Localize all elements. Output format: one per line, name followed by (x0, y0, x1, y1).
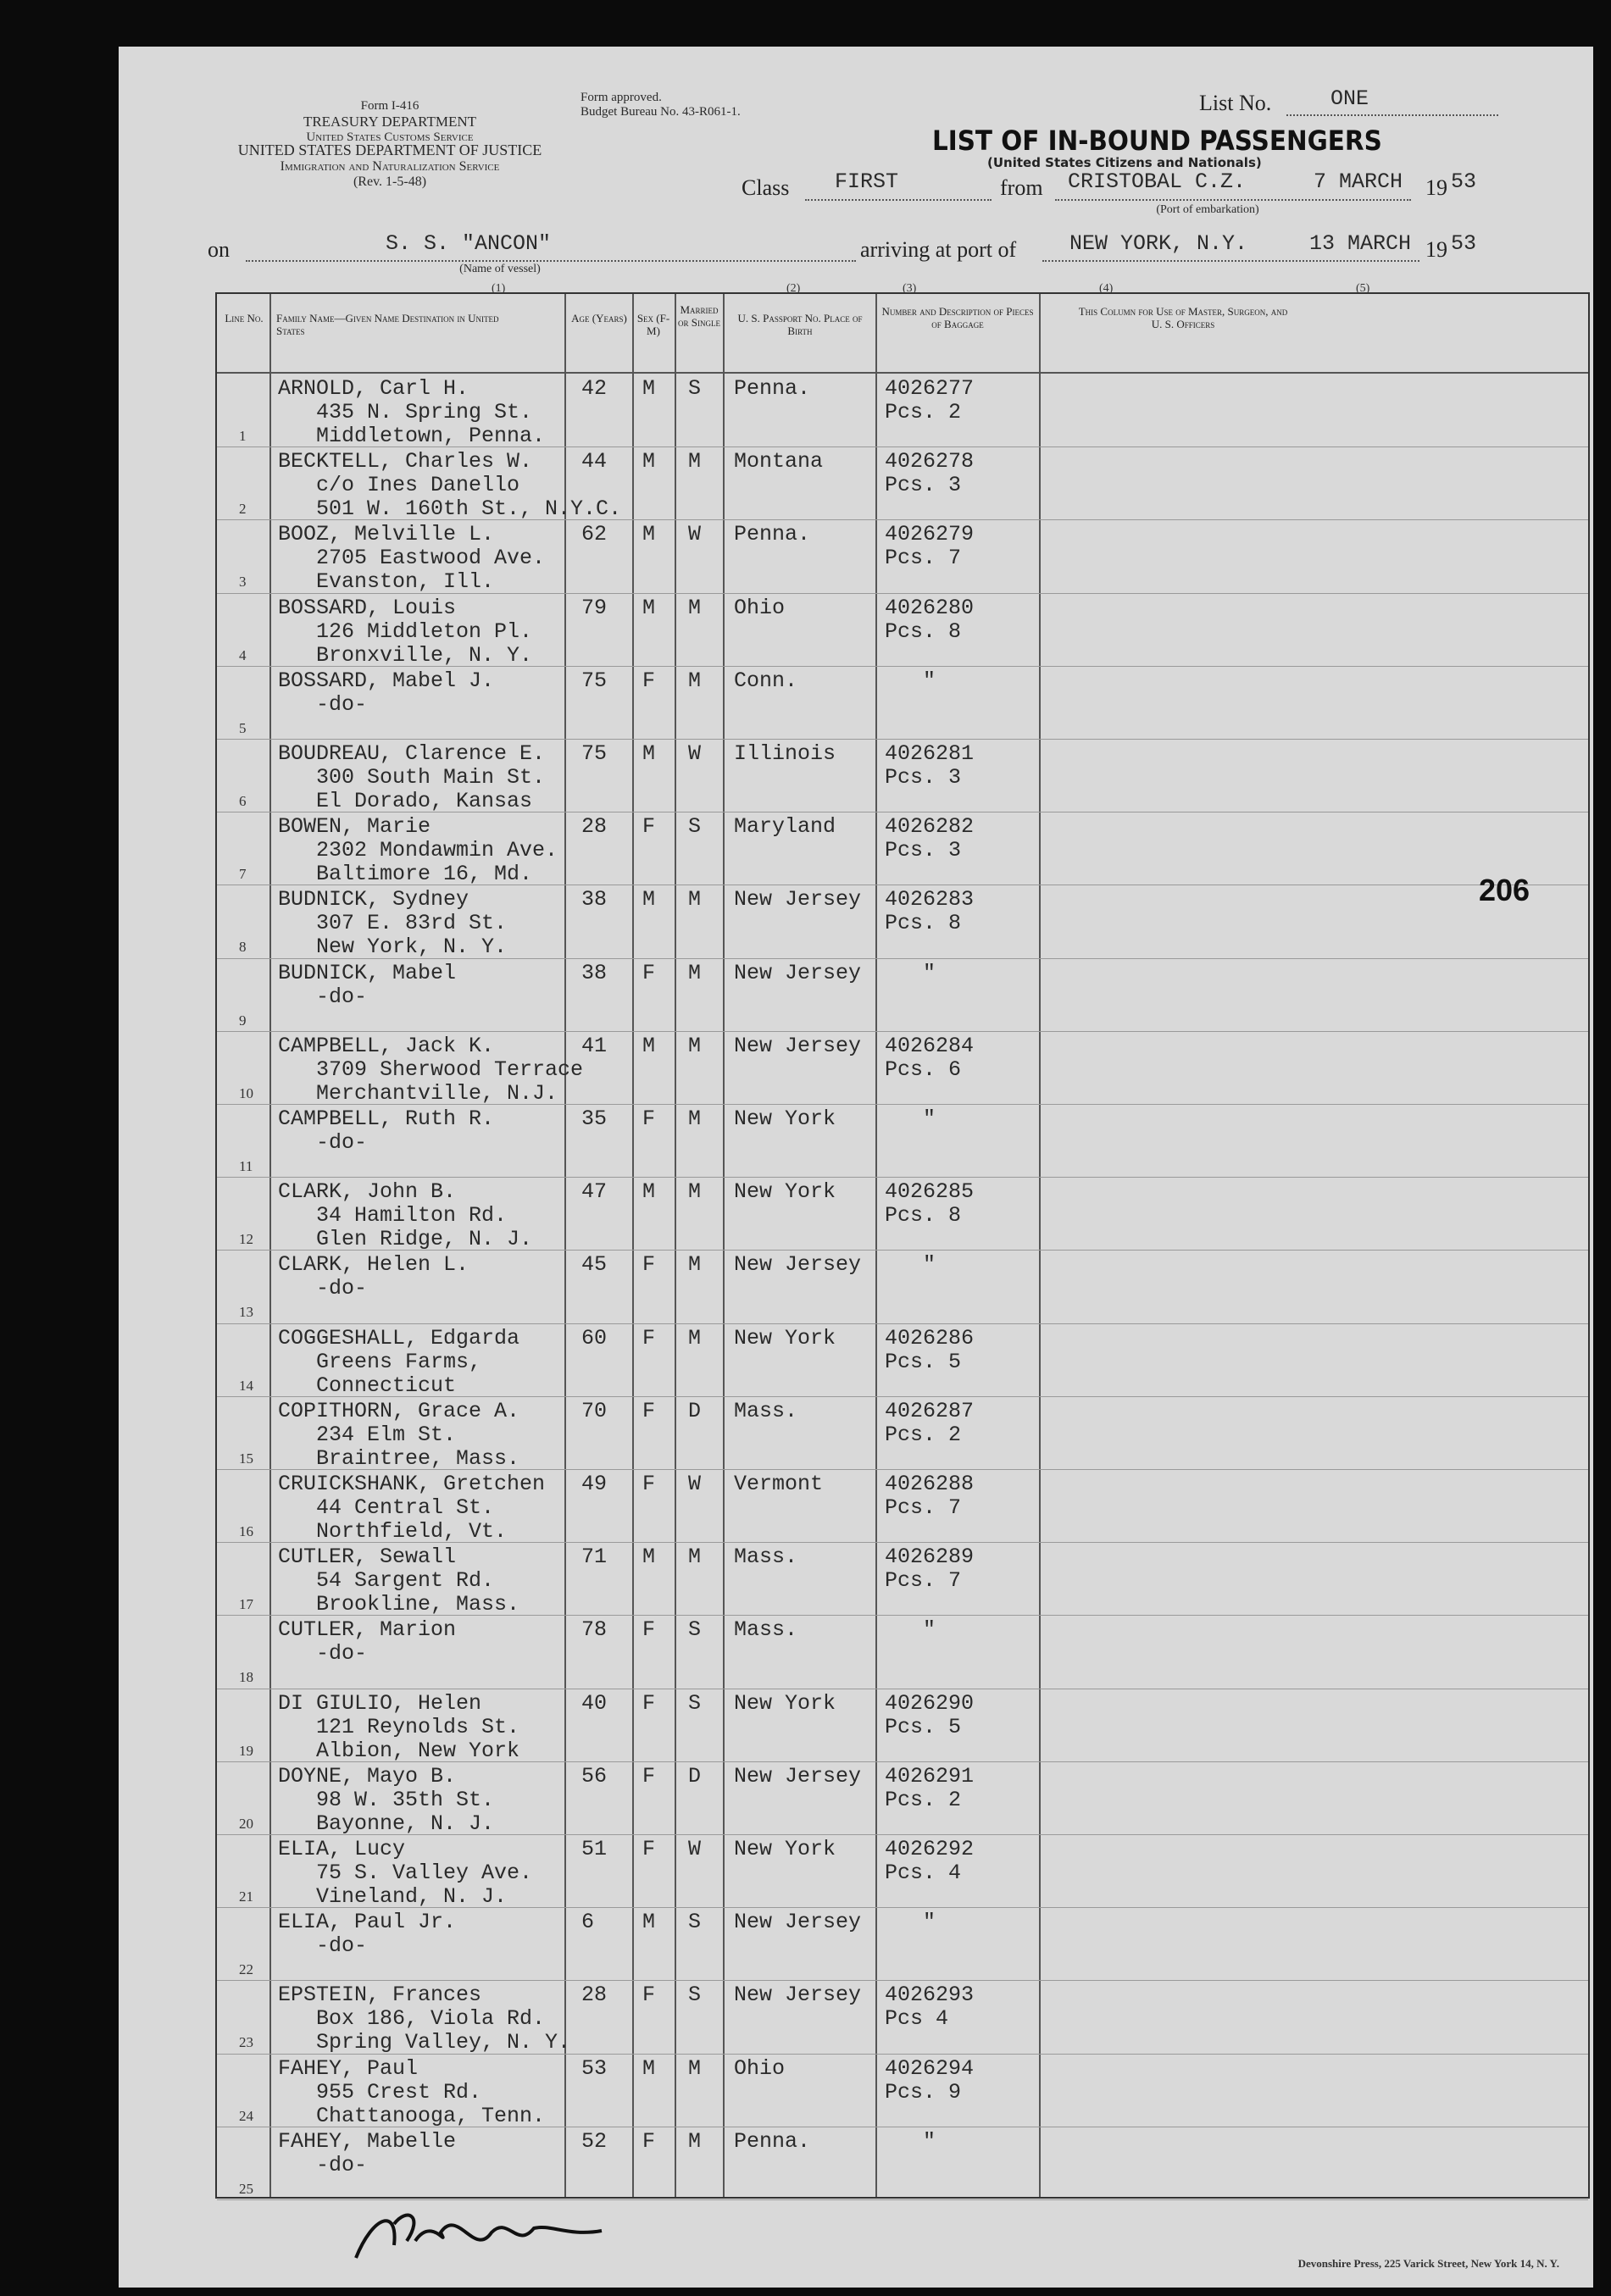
line-number: 23 (239, 2034, 253, 2051)
passenger-sex: F (642, 668, 656, 693)
passenger-name: BOOZ, Melville L. 2705 Eastwood Ave. Evanston, Ill. (278, 522, 546, 595)
baggage: 4026287 Pcs. 2 (885, 1398, 975, 1447)
passenger-name: BUDNICK, Mabel -do- (278, 960, 457, 1009)
passenger-sex: F (642, 1690, 656, 1716)
printer-footer: Devonshire Press, 225 Varick Street, New York 14, N. Y. (1297, 2257, 1559, 2270)
baggage: " (885, 1106, 936, 1131)
from-label: from (1000, 175, 1043, 200)
list-no-label: List No. (1199, 91, 1272, 115)
baggage: 4026290 Pcs. 5 (885, 1690, 975, 1739)
line-number: 21 (239, 1888, 253, 1905)
passenger-age: 38 (581, 960, 608, 985)
passenger-sex: M (642, 1910, 656, 1935)
passenger-name: FAHEY, Paul 955 Crest Rd. Chattanooga, Tenn. (278, 2055, 546, 2128)
place-of-birth: New York (734, 1690, 836, 1716)
marital-status: W (688, 741, 702, 766)
baggage: 4026280 Pcs. 8 (885, 595, 975, 644)
revision: (Rev. 1-5-48) (353, 175, 427, 190)
baggage: 4026279 Pcs. 7 (885, 522, 975, 571)
passenger-sex: M (642, 2055, 656, 2081)
marital-status: M (688, 1033, 702, 1058)
col-divider (1039, 294, 1041, 2197)
passenger-name: CUTLER, Sewall 54 Sargent Rd. Brookline, Mass. (278, 1545, 520, 1617)
baggage: 4026286 Pcs. 5 (885, 1325, 975, 1374)
baggage: 4026289 Pcs. 7 (885, 1545, 975, 1594)
line-number: 18 (239, 1669, 253, 1686)
line-number: 13 (239, 1304, 253, 1321)
marital-status: D (688, 1398, 702, 1423)
baggage: " (885, 1617, 936, 1643)
marital-status: M (688, 668, 702, 693)
place-of-birth: Mass. (734, 1617, 798, 1643)
place-of-birth: Penna. (734, 376, 811, 401)
page-title: LIST OF IN-BOUND PASSENGERS (932, 125, 1382, 157)
marital-status: D (688, 1763, 702, 1789)
passenger-age: 28 (581, 1983, 608, 2008)
passenger-name: COPITHORN, Grace A. 234 Elm St. Braintree, Mass. (278, 1398, 520, 1471)
col-number-1: (1) (492, 282, 506, 295)
passenger-age: 70 (581, 1398, 608, 1423)
embark-note: (Port of embarkation) (1156, 203, 1259, 216)
line-number: 24 (239, 2107, 253, 2124)
passenger-age: 75 (581, 668, 608, 693)
baggage: 4026277 Pcs. 2 (885, 376, 975, 424)
place-of-birth: New Jersey (734, 887, 862, 912)
place-of-birth: New Jersey (734, 1763, 862, 1789)
passenger-name: CAMPBELL, Ruth R. -do- (278, 1106, 495, 1155)
passenger-age: 38 (581, 887, 608, 912)
treasury-dept: TREASURY DEPARTMENT (303, 114, 477, 130)
passenger-age: 45 (581, 1252, 608, 1278)
baggage: 4026294 Pcs. 9 (885, 2055, 975, 2105)
line-number: 20 (239, 1815, 253, 1832)
passenger-age: 62 (581, 522, 608, 547)
marital-status: W (688, 1837, 702, 1861)
passenger-name: BOUDREAU, Clarence E. 300 South Main St. El Dorado, Kansas (278, 741, 546, 813)
passenger-sex: M (642, 595, 656, 620)
th-baggage: Number and Description of Pieces of Baggage (881, 305, 1034, 330)
marital-status: M (688, 2055, 702, 2081)
place-of-birth: New Jersey (734, 1252, 862, 1278)
officer-signature (347, 2199, 619, 2275)
marital-status: M (688, 595, 702, 620)
passenger-age: 78 (581, 1617, 608, 1643)
passenger-sex: M (642, 1179, 656, 1205)
passenger-age: 60 (581, 1325, 608, 1350)
place-of-birth: New York (734, 1106, 836, 1131)
place-of-birth: Ohio (734, 595, 786, 620)
col-divider (875, 294, 877, 2197)
vessel-note: (Name of vessel) (459, 263, 541, 275)
baggage: 4026278 Pcs. 3 (885, 449, 975, 498)
passenger-age: 71 (581, 1545, 608, 1570)
col-divider (675, 294, 676, 2197)
class-label: Class (742, 175, 790, 200)
line-number: 14 (239, 1377, 253, 1394)
budget-bureau: Budget Bureau No. 43-R061-1. (581, 105, 741, 119)
form-id-block (263, 99, 517, 145)
col-number-5: (5) (1356, 282, 1370, 295)
list-no-value: ONE (1330, 86, 1369, 111)
th-married: Married or Single (678, 303, 720, 329)
arrival-line (1042, 260, 1419, 262)
passenger-name: ELIA, Paul Jr. -do- (278, 1910, 457, 1959)
passenger-age: 47 (581, 1179, 608, 1205)
col-divider (269, 294, 271, 2197)
passenger-sex: M (642, 376, 656, 401)
arrival-date: 13 MARCH (1309, 231, 1412, 256)
col-divider (564, 294, 566, 2197)
marital-status: M (688, 1252, 702, 1278)
passenger-age: 6 (581, 1910, 595, 1935)
col-divider (632, 294, 634, 2197)
place-of-birth: New York (734, 1837, 836, 1861)
col-divider (723, 294, 725, 2197)
th-name: Family Name—Given Name Destination in United States (276, 312, 499, 337)
passenger-name: DOYNE, Mayo B. 98 W. 35th St. Bayonne, N. J. (278, 1763, 495, 1836)
baggage: " (885, 1252, 936, 1278)
table-row (217, 1323, 1588, 1324)
arrival-year-prefix: 19 (1425, 237, 1447, 262)
place-of-birth: New Jersey (734, 1910, 862, 1935)
place-of-birth: Ohio (734, 2055, 786, 2081)
passenger-name: BECKTELL, Charles W. c/o Ines Danello 501 W. 160th St., N.Y.C. (278, 449, 622, 522)
passenger-age: 28 (581, 814, 608, 840)
marital-status: M (688, 1325, 702, 1350)
handwritten-number: 206 (1479, 873, 1530, 907)
line-number: 9 (239, 1012, 247, 1029)
baggage: " (885, 960, 936, 985)
passenger-sex: M (642, 1033, 656, 1058)
embark-year: 53 (1451, 169, 1477, 194)
arrival-port: NEW YORK, N.Y. (1069, 231, 1248, 256)
passenger-age: 44 (581, 449, 608, 474)
baggage: 4026281 Pcs. 3 (885, 741, 975, 790)
arrival-year: 53 (1451, 231, 1477, 256)
justice-block (203, 141, 576, 190)
table-row (217, 1980, 1588, 1981)
arriving-label: arriving at port of (860, 237, 1017, 262)
marital-status: M (688, 1545, 702, 1570)
passenger-name: EPSTEIN, Frances Box 186, Viola Rd. Spring Valley, N. Y. (278, 1983, 571, 2055)
baggage: 4026291 Pcs. 2 (885, 1763, 975, 1812)
baggage: 4026284 Pcs. 6 (885, 1033, 975, 1082)
line-number: 12 (239, 1231, 253, 1248)
th-sex: Sex (F-M) (636, 312, 670, 337)
class-line (805, 199, 992, 201)
justice-dept: UNITED STATES DEPARTMENT OF JUSTICE (237, 141, 542, 158)
line-number: 2 (239, 501, 247, 518)
line-number: 3 (239, 574, 247, 591)
passenger-age: 56 (581, 1763, 608, 1789)
baggage: 4026292 Pcs. 4 (885, 1837, 975, 1885)
baggage: 4026285 Pcs. 8 (885, 1179, 975, 1228)
marital-status: S (688, 1690, 702, 1716)
vessel-name: S. S. "ANCON" (386, 231, 552, 256)
passenger-sex: M (642, 522, 656, 547)
table-row (217, 739, 1588, 740)
passenger-sex: F (642, 1763, 656, 1789)
line-number: 25 (239, 2180, 253, 2197)
ins-service: Immigration and Naturalization Service (280, 158, 500, 174)
passenger-table (215, 292, 1590, 2199)
passenger-sex: M (642, 449, 656, 474)
passenger-name: ARNOLD, Carl H. 435 N. Spring St. Middletown, Penna. (278, 376, 546, 448)
passenger-sex: F (642, 1837, 656, 1861)
col-number-4: (4) (1099, 282, 1114, 295)
customs-service: United States Customs Service (306, 130, 474, 144)
marital-status: S (688, 1983, 702, 2008)
passenger-name: CRUICKSHANK, Gretchen 44 Central St. Northfield, Vt. (278, 1472, 546, 1544)
passenger-name: CAMPBELL, Jack K. 3709 Sherwood Terrace Merchantville, N.J. (278, 1033, 584, 1106)
passenger-age: 41 (581, 1033, 608, 1058)
passenger-age: 49 (581, 1472, 608, 1496)
baggage: " (885, 668, 936, 693)
marital-status: S (688, 376, 702, 401)
passenger-name: BUDNICK, Sydney 307 E. 83rd St. New York, N. Y. (278, 887, 508, 960)
line-number: 17 (239, 1596, 253, 1613)
baggage: 4026283 Pcs. 8 (885, 887, 975, 936)
passenger-age: 53 (581, 2055, 608, 2081)
header-divider (217, 372, 1588, 374)
place-of-birth: Montana (734, 449, 824, 474)
on-label: on (208, 237, 230, 262)
th-passport: U. S. Passport No. Place of Birth (737, 312, 863, 337)
approval-block (581, 91, 801, 120)
table-row (217, 1031, 1588, 1032)
baggage: 4026288 Pcs. 7 (885, 1472, 975, 1520)
passenger-name: FAHEY, Mabelle -do- (278, 2128, 457, 2177)
passenger-age: 35 (581, 1106, 608, 1131)
passenger-sex: M (642, 741, 656, 766)
place-of-birth: Penna. (734, 522, 811, 547)
manifest-page (119, 47, 1593, 2288)
line-number: 15 (239, 1450, 253, 1467)
passenger-sex: M (642, 887, 656, 912)
col-number-2: (2) (786, 282, 801, 295)
th-officers: This Column for Use of Master, Surgeon, and U. S. Officers (1078, 305, 1288, 330)
passenger-name: BOSSARD, Louis 126 Middleton Pl. Bronxville, N. Y. (278, 595, 533, 668)
passenger-name: CUTLER, Marion -do- (278, 1617, 457, 1667)
passenger-sex: F (642, 1617, 656, 1643)
line-number: 4 (239, 646, 247, 663)
line-number: 22 (239, 1961, 253, 1978)
passenger-sex: F (642, 1398, 656, 1423)
line-number: 7 (239, 866, 247, 883)
passenger-sex: M (642, 1545, 656, 1570)
line-number: 1 (239, 428, 247, 444)
place-of-birth: Mass. (734, 1398, 798, 1423)
passenger-sex: F (642, 1325, 656, 1350)
passenger-sex: F (642, 1252, 656, 1278)
marital-status: S (688, 1910, 702, 1935)
passenger-age: 42 (581, 376, 608, 401)
marital-status: M (688, 1106, 702, 1131)
baggage: " (885, 1910, 936, 1935)
place-of-birth: Penna. (734, 2128, 811, 2154)
passenger-name: CLARK, Helen L. -do- (278, 1252, 469, 1301)
passenger-age: 51 (581, 1837, 608, 1861)
place-of-birth: Illinois (734, 741, 836, 766)
passenger-sex: F (642, 1472, 656, 1496)
marital-status: W (688, 522, 702, 547)
place-of-birth: New York (734, 1179, 836, 1205)
passenger-name: BOWEN, Marie 2302 Mondawmin Ave. Baltimore 16, Md. (278, 814, 558, 887)
passenger-sex: F (642, 2128, 656, 2154)
line-number: 8 (239, 939, 247, 956)
baggage: 4026293 Pcs 4 (885, 1983, 975, 2032)
passenger-name: COGGESHALL, Edgarda Greens Farms, Connecticut (278, 1325, 520, 1398)
line-number: 19 (239, 1742, 253, 1759)
passenger-name: DI GIULIO, Helen 121 Reynolds St. Albion, New York (278, 1690, 520, 1763)
passenger-name: ELIA, Lucy 75 S. Valley Ave. Vineland, N. J. (278, 1837, 533, 1909)
marital-status: M (688, 960, 702, 985)
page-subtitle: (United States Citizens and Nationals) (987, 155, 1262, 170)
line-number: 5 (239, 719, 247, 736)
place-of-birth: New York (734, 1325, 836, 1350)
marital-status: M (688, 2128, 702, 2154)
passenger-age: 75 (581, 741, 608, 766)
place-of-birth: Maryland (734, 814, 836, 840)
from-line (1055, 199, 1411, 201)
th-line-no: Line No. (225, 312, 264, 324)
marital-status: S (688, 1617, 702, 1643)
marital-status: W (688, 1472, 702, 1496)
passenger-name: BOSSARD, Mabel J. -do- (278, 668, 495, 717)
line-number: 16 (239, 1523, 253, 1539)
place-of-birth: New Jersey (734, 1033, 862, 1058)
table-row (217, 1177, 1588, 1178)
baggage: " (885, 2128, 936, 2154)
vessel-line (246, 260, 856, 262)
passenger-sex: F (642, 1106, 656, 1131)
line-number: 6 (239, 793, 247, 809)
list-no-line (1286, 114, 1498, 116)
marital-status: M (688, 449, 702, 474)
place-of-birth: Vermont (734, 1472, 824, 1496)
place-of-birth: Conn. (734, 668, 798, 693)
th-age: Age (Years) (571, 312, 627, 324)
passenger-sex: F (642, 1983, 656, 2008)
passenger-age: 52 (581, 2128, 608, 2154)
passenger-age: 40 (581, 1690, 608, 1716)
col-number-3: (3) (903, 282, 917, 295)
embark-year-prefix: 19 (1425, 175, 1447, 200)
line-number: 11 (239, 1158, 253, 1174)
marital-status: M (688, 887, 702, 912)
baggage: 4026282 Pcs. 3 (885, 814, 975, 863)
place-of-birth: New Jersey (734, 960, 862, 985)
form-approved: Form approved. (581, 91, 662, 104)
passenger-sex: F (642, 960, 656, 985)
class-value: FIRST (835, 169, 899, 194)
place-of-birth: Mass. (734, 1545, 798, 1570)
place-of-birth: New Jersey (734, 1983, 862, 2008)
passenger-age: 79 (581, 595, 608, 620)
marital-status: M (688, 1179, 702, 1205)
passenger-name: CLARK, John B. 34 Hamilton Rd. Glen Ridge, N. J. (278, 1179, 533, 1252)
embark-port: CRISTOBAL C.Z. (1068, 169, 1247, 194)
form-number: Form I-416 (360, 99, 419, 113)
embark-date: 7 MARCH (1314, 169, 1403, 194)
line-number: 10 (239, 1084, 253, 1101)
passenger-sex: F (642, 814, 656, 840)
marital-status: S (688, 814, 702, 840)
